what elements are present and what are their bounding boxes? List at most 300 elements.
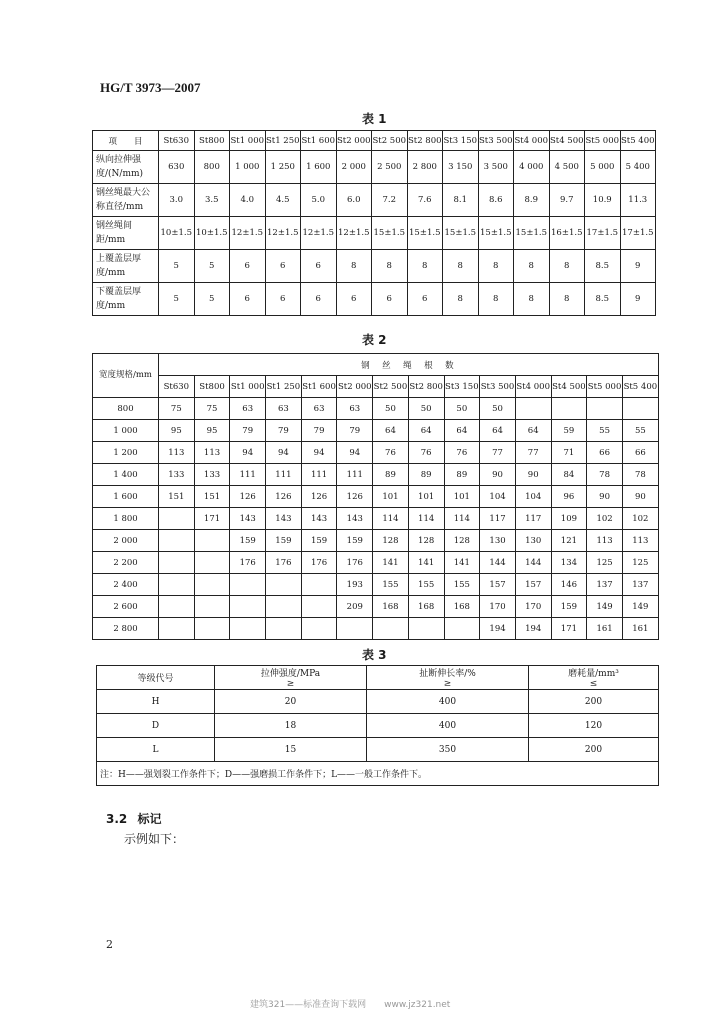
t2-cell [194, 618, 230, 640]
table1-caption: 表 1 [362, 112, 387, 126]
t2-cell [194, 530, 230, 552]
t2-cell: 149 [587, 596, 623, 618]
t2-cell: 79 [266, 420, 302, 442]
t2-cell: 95 [159, 420, 195, 442]
t1-row-label: 下覆盖层厚度/mm [93, 283, 159, 316]
t2-cell: 94 [230, 442, 266, 464]
t2-cell: 159 [301, 530, 337, 552]
t1-cell: 8.5 [585, 283, 621, 316]
t2-cell [587, 398, 623, 420]
t1-cell: 5.0 [301, 184, 337, 217]
t1-cell: 5 000 [585, 151, 621, 184]
table-row [97, 738, 659, 762]
t1-cell: 1 600 [301, 151, 337, 184]
t3-grade: H [97, 690, 215, 714]
t2-cell: 64 [373, 420, 409, 442]
t2-cell: 94 [301, 442, 337, 464]
table-row [93, 217, 656, 250]
t2-cell [159, 530, 195, 552]
t2-cell: 194 [480, 618, 516, 640]
t1-cell: 4.5 [265, 184, 301, 217]
t2-grade-header: St5 400 [622, 376, 658, 398]
t2-width: 1 400 [93, 464, 159, 486]
t2-cell: 63 [301, 398, 337, 420]
t1-cell: 12±1.5 [336, 217, 372, 250]
t1-cell: 15±1.5 [372, 217, 408, 250]
t3-header-grade: 等级代号 [97, 666, 215, 690]
t1-grade-header: St3 150 [443, 131, 479, 151]
t1-grade-header: St4 000 [514, 131, 550, 151]
t3-grade: D [97, 714, 215, 738]
t2-cell: 63 [230, 398, 266, 420]
t1-grade-header: St1 250 [265, 131, 301, 151]
t1-cell: 8.9 [514, 184, 550, 217]
t1-cell: 6 [230, 283, 266, 316]
t1-cell: 6 [230, 250, 266, 283]
t1-cell: 17±1.5 [585, 217, 621, 250]
t2-cell: 121 [551, 530, 587, 552]
t2-cell: 170 [480, 596, 516, 618]
t2-cell: 94 [266, 442, 302, 464]
t2-cell: 101 [373, 486, 409, 508]
t2-cell [301, 596, 337, 618]
t1-cell: 3.0 [159, 184, 195, 217]
t1-cell: 8.5 [585, 250, 621, 283]
t2-cell: 133 [159, 464, 195, 486]
table-row [93, 596, 659, 618]
t2-cell: 102 [587, 508, 623, 530]
t2-cell: 66 [622, 442, 658, 464]
t2-grade-header: St2 800 [408, 376, 444, 398]
t1-cell: 3.5 [194, 184, 230, 217]
page-number: 2 [106, 938, 113, 951]
t1-row-label: 钢丝绳最大公称直径/mm [93, 184, 159, 217]
t2-grade-header: St4 500 [551, 376, 587, 398]
t2-cell: 155 [444, 574, 480, 596]
t2-cell: 94 [337, 442, 373, 464]
table-row [97, 690, 659, 714]
t2-width: 2 400 [93, 574, 159, 596]
t2-width: 2 200 [93, 552, 159, 574]
t2-cell: 95 [194, 420, 230, 442]
t2-cell: 144 [480, 552, 516, 574]
t3-grade: L [97, 738, 215, 762]
t2-cell [444, 618, 480, 640]
t1-grade-header: St2 000 [336, 131, 372, 151]
t2-cell: 79 [230, 420, 266, 442]
t2-cell [194, 574, 230, 596]
t2-cell: 84 [551, 464, 587, 486]
t1-cell: 15±1.5 [514, 217, 550, 250]
t2-cell: 171 [194, 508, 230, 530]
t2-cell: 159 [337, 530, 373, 552]
t2-cell: 117 [480, 508, 516, 530]
t1-head-item: 项 目 [93, 131, 159, 151]
t2-cell: 126 [301, 486, 337, 508]
t2-cell: 111 [337, 464, 373, 486]
t2-cell: 90 [587, 486, 623, 508]
t2-cell: 144 [515, 552, 551, 574]
t2-cell: 89 [444, 464, 480, 486]
t2-width: 1 200 [93, 442, 159, 464]
t2-cell: 64 [480, 420, 516, 442]
t2-grade-header: St3 150 [444, 376, 480, 398]
t1-cell: 12±1.5 [301, 217, 337, 250]
t2-cell: 125 [622, 552, 658, 574]
t1-cell: 15±1.5 [407, 217, 443, 250]
section-heading [106, 810, 161, 827]
t1-grade-header: St2 800 [407, 131, 443, 151]
t2-width: 1 800 [93, 508, 159, 530]
t1-grade-header: St3 500 [478, 131, 514, 151]
t2-cell: 104 [480, 486, 516, 508]
t1-cell: 16±1.5 [549, 217, 585, 250]
t2-cell: 76 [408, 442, 444, 464]
t3-cell: 350 [367, 738, 529, 762]
t1-cell: 800 [194, 151, 230, 184]
t2-cell: 133 [194, 464, 230, 486]
t2-cell: 141 [373, 552, 409, 574]
t2-grade-header: St1 000 [230, 376, 266, 398]
t3-header-abrasion: 磨耗量/mm³ ≤ [529, 666, 659, 690]
t2-cell: 96 [551, 486, 587, 508]
t2-cell: 77 [480, 442, 516, 464]
t2-cell: 168 [444, 596, 480, 618]
t2-cell: 64 [515, 420, 551, 442]
t2-width: 1 600 [93, 486, 159, 508]
t2-cell: 126 [230, 486, 266, 508]
t2-cell: 76 [373, 442, 409, 464]
t3-cell: 15 [215, 738, 367, 762]
t1-cell: 6 [336, 283, 372, 316]
t2-cell: 101 [444, 486, 480, 508]
t1-cell: 5 400 [620, 151, 656, 184]
t2-cell: 90 [515, 464, 551, 486]
t1-cell: 9.7 [549, 184, 585, 217]
t2-cell: 161 [622, 618, 658, 640]
table-row [93, 398, 659, 420]
t2-cell: 50 [444, 398, 480, 420]
t1-cell: 8 [336, 250, 372, 283]
t2-cell [159, 574, 195, 596]
t2-cell [373, 618, 409, 640]
t3-cell: 120 [529, 714, 659, 738]
t2-cell: 146 [551, 574, 587, 596]
t1-cell: 15±1.5 [478, 217, 514, 250]
t2-cell: 78 [587, 464, 623, 486]
t2-cell: 157 [515, 574, 551, 596]
t2-cell [159, 596, 195, 618]
t2-cell: 89 [373, 464, 409, 486]
t2-grade-header: St1 250 [266, 376, 302, 398]
t1-cell: 6 [372, 283, 408, 316]
t2-cell: 161 [587, 618, 623, 640]
t2-cell: 141 [444, 552, 480, 574]
t1-grade-header: St1 000 [230, 131, 266, 151]
t1-cell: 10.9 [585, 184, 621, 217]
t2-cell [194, 596, 230, 618]
t2-cell [159, 552, 195, 574]
t2-cell: 90 [622, 486, 658, 508]
t1-cell: 8 [407, 250, 443, 283]
t1-cell: 4 500 [549, 151, 585, 184]
t2-cell: 75 [194, 398, 230, 420]
t1-cell: 8 [549, 250, 585, 283]
t2-grade-header: St4 000 [515, 376, 551, 398]
table2-caption: 表 2 [362, 333, 387, 347]
t2-width-header: 宽度规格/mm [93, 354, 159, 398]
t2-cell: 64 [408, 420, 444, 442]
t2-cell: 113 [159, 442, 195, 464]
t2-cell: 63 [337, 398, 373, 420]
t1-cell: 15±1.5 [443, 217, 479, 250]
t3-cell: 200 [529, 690, 659, 714]
t2-grade-header: St1 600 [301, 376, 337, 398]
t2-cell: 128 [373, 530, 409, 552]
t2-width: 2 000 [93, 530, 159, 552]
t2-cell: 170 [515, 596, 551, 618]
table-row [93, 618, 659, 640]
t3-sign: ≥ [443, 679, 452, 689]
t3-cell: 400 [367, 714, 529, 738]
t2-cell: 193 [337, 574, 373, 596]
t2-grade-header: St800 [194, 376, 230, 398]
t2-cell: 157 [480, 574, 516, 596]
table-row [93, 151, 656, 184]
t3-cell: 18 [215, 714, 367, 738]
t2-width: 1 000 [93, 420, 159, 442]
t1-grade-header: St5 000 [585, 131, 621, 151]
t1-cell: 8 [443, 250, 479, 283]
t1-cell: 2 500 [372, 151, 408, 184]
t2-cell [337, 618, 373, 640]
t2-grade-header: St5 000 [587, 376, 623, 398]
table-header-row [93, 376, 659, 398]
t1-cell: 8 [478, 283, 514, 316]
t2-cell: 125 [587, 552, 623, 574]
t2-cell: 137 [622, 574, 658, 596]
t1-cell: 9 [620, 250, 656, 283]
t2-cell: 149 [622, 596, 658, 618]
t1-cell: 5 [194, 283, 230, 316]
t2-cell [301, 618, 337, 640]
t2-cell [230, 574, 266, 596]
table-row [93, 464, 659, 486]
t3-cell: 20 [215, 690, 367, 714]
t2-cell: 143 [230, 508, 266, 530]
table-row [93, 552, 659, 574]
table2 [92, 353, 659, 640]
t2-cell: 134 [551, 552, 587, 574]
t2-cell: 59 [551, 420, 587, 442]
t2-cell [230, 618, 266, 640]
t1-cell: 630 [159, 151, 195, 184]
t2-cell: 130 [515, 530, 551, 552]
t2-cell: 76 [444, 442, 480, 464]
t1-cell: 12±1.5 [265, 217, 301, 250]
t2-cell: 113 [194, 442, 230, 464]
t1-cell: 7.2 [372, 184, 408, 217]
t2-cell: 137 [587, 574, 623, 596]
t2-cell: 75 [159, 398, 195, 420]
t2-width: 800 [93, 398, 159, 420]
t2-cell: 128 [408, 530, 444, 552]
t3-cell: 400 [367, 690, 529, 714]
t1-cell: 8 [549, 283, 585, 316]
t1-cell: 12±1.5 [230, 217, 266, 250]
t1-cell: 6 [301, 250, 337, 283]
t1-cell: 3 150 [443, 151, 479, 184]
t3-cell: 200 [529, 738, 659, 762]
t2-cell: 55 [587, 420, 623, 442]
section-title: 标记 [137, 812, 162, 826]
t2-cell: 78 [622, 464, 658, 486]
t1-cell: 5 [159, 250, 195, 283]
t1-cell: 8 [478, 250, 514, 283]
t1-cell: 6 [301, 283, 337, 316]
t2-cell: 168 [373, 596, 409, 618]
table-row [93, 283, 656, 316]
standard-number: HG/T 3973—2007 [100, 80, 201, 95]
t2-cell: 111 [301, 464, 337, 486]
table-row [97, 714, 659, 738]
t2-cell: 126 [337, 486, 373, 508]
t2-cell: 159 [551, 596, 587, 618]
t2-width: 2 600 [93, 596, 159, 618]
t2-cell [230, 596, 266, 618]
t1-cell: 8 [514, 250, 550, 283]
t2-grade-header: St630 [159, 376, 195, 398]
t2-cell: 71 [551, 442, 587, 464]
t1-cell: 8 [514, 283, 550, 316]
t1-grade-header: St630 [159, 131, 195, 151]
t1-cell: 4 000 [514, 151, 550, 184]
t1-grade-header: St4 500 [549, 131, 585, 151]
t2-cell [551, 398, 587, 420]
section-text: 示例如下： [124, 832, 185, 846]
t2-cell [159, 618, 195, 640]
t2-cell: 89 [408, 464, 444, 486]
t2-cell: 114 [444, 508, 480, 530]
t2-cell: 50 [373, 398, 409, 420]
t1-row-label: 钢丝绳间距/mm [93, 217, 159, 250]
t1-grade-header: St2 500 [372, 131, 408, 151]
footer-watermark: 建筑321——标准查询下载网 www.jz321.net [250, 1000, 451, 1010]
t1-cell: 7.6 [407, 184, 443, 217]
t2-cell: 176 [337, 552, 373, 574]
t2-cell [266, 596, 302, 618]
t1-cell: 6 [265, 283, 301, 316]
t2-cell [194, 552, 230, 574]
t2-cell: 113 [587, 530, 623, 552]
t1-cell: 8 [372, 250, 408, 283]
t2-cell [266, 574, 302, 596]
t2-cell: 79 [301, 420, 337, 442]
t1-cell: 10±1.5 [194, 217, 230, 250]
t3-note: 注：H——强划裂工作条件下；D——强磨损工作条件下；L——一般工作条件下。 [97, 762, 659, 786]
table-row [93, 486, 659, 508]
t1-cell: 8 [443, 283, 479, 316]
table-row [93, 250, 656, 283]
t2-cell: 126 [266, 486, 302, 508]
t1-row-label: 纵向拉伸强度/(N/mm) [93, 151, 159, 184]
t1-cell: 10±1.5 [159, 217, 195, 250]
t2-cell: 77 [515, 442, 551, 464]
t2-cell: 151 [194, 486, 230, 508]
t3-header-elongation: 扯断伸长率/% ≥ [367, 666, 529, 690]
t1-cell: 5 [194, 250, 230, 283]
t1-cell: 11.3 [620, 184, 656, 217]
t1-cell: 6 [407, 283, 443, 316]
t2-cell: 55 [622, 420, 658, 442]
t2-cell [622, 398, 658, 420]
t2-cell: 102 [622, 508, 658, 530]
t2-cell: 143 [266, 508, 302, 530]
t1-grade-header: St1 600 [301, 131, 337, 151]
t1-grade-header: St5 400 [620, 131, 656, 151]
t2-cell: 209 [337, 596, 373, 618]
t1-cell: 9 [620, 283, 656, 316]
t2-cell [266, 618, 302, 640]
t2-cell: 64 [444, 420, 480, 442]
t1-cell: 4.0 [230, 184, 266, 217]
t1-cell: 2 800 [407, 151, 443, 184]
t2-cell: 50 [480, 398, 516, 420]
t2-width: 2 800 [93, 618, 159, 640]
t2-cell: 111 [266, 464, 302, 486]
t1-grade-header: St800 [194, 131, 230, 151]
table3-caption: 表 3 [362, 648, 387, 662]
t2-cell: 176 [301, 552, 337, 574]
t2-cell: 194 [515, 618, 551, 640]
t2-cell: 50 [408, 398, 444, 420]
t2-cell: 155 [408, 574, 444, 596]
t1-cell: 8.1 [443, 184, 479, 217]
t2-cell: 176 [266, 552, 302, 574]
t1-cell: 17±1.5 [620, 217, 656, 250]
section-number: 3.2 [106, 812, 128, 826]
t2-cell [408, 618, 444, 640]
t2-cell: 143 [301, 508, 337, 530]
t2-grade-header: St3 500 [480, 376, 516, 398]
t2-cell: 90 [480, 464, 516, 486]
table-row [93, 530, 659, 552]
table-row [93, 420, 659, 442]
table-row [93, 574, 659, 596]
t2-cell [159, 508, 195, 530]
t1-cell: 3 500 [478, 151, 514, 184]
table1 [92, 130, 656, 316]
t2-cell: 128 [444, 530, 480, 552]
t2-cell: 168 [408, 596, 444, 618]
table-row [93, 184, 656, 217]
t2-cell: 104 [515, 486, 551, 508]
t3-sign: ≥ [286, 679, 295, 689]
t2-cell: 111 [230, 464, 266, 486]
t2-cell: 117 [515, 508, 551, 530]
t2-cell: 101 [408, 486, 444, 508]
table3 [96, 665, 659, 786]
t2-cell: 176 [230, 552, 266, 574]
t1-row-label: 上覆盖层厚度/mm [93, 250, 159, 283]
t3-sign: ≤ [589, 679, 598, 689]
t2-cell: 114 [373, 508, 409, 530]
t2-cell: 109 [551, 508, 587, 530]
t2-cell: 63 [266, 398, 302, 420]
t1-cell: 6.0 [336, 184, 372, 217]
t2-cell: 143 [337, 508, 373, 530]
t2-cell: 141 [408, 552, 444, 574]
